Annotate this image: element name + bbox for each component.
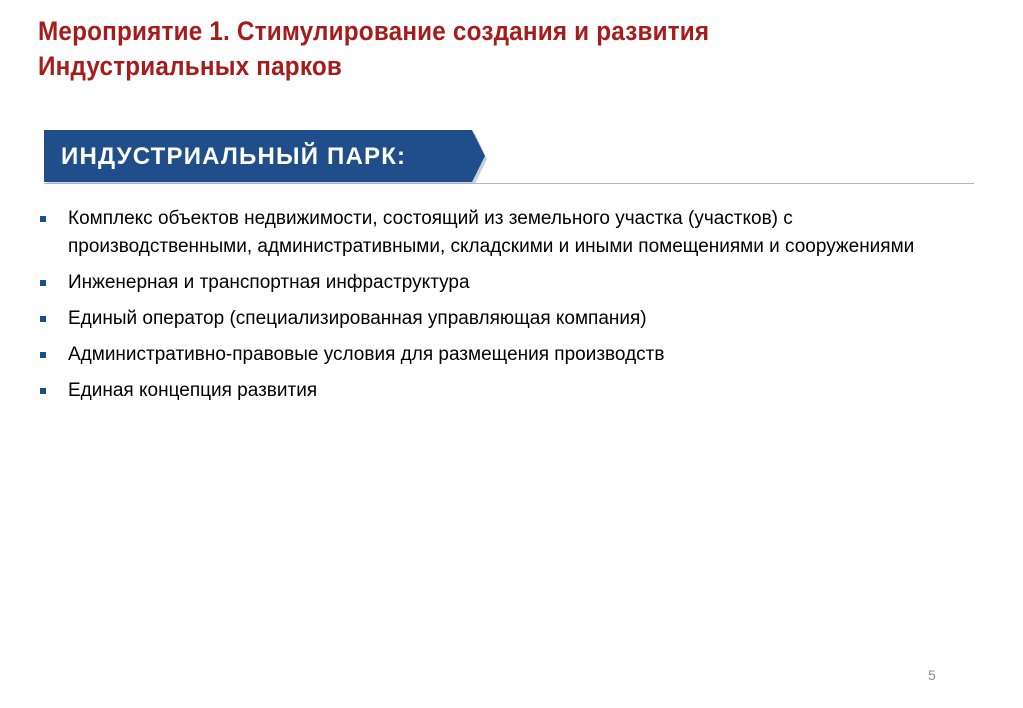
- slide-title: Мероприятие 1. Стимулирование создания и развития Индустриальных парков: [38, 16, 710, 81]
- list-item-text: Комплекс объектов недвижимости, состоящий из земельного участка (участков) с производственными, административными, складскими и иными помещениями и сооружениями: [68, 208, 915, 257]
- page-number: 5: [928, 667, 936, 683]
- list-item: [38, 341, 968, 369]
- list-item-text: Инженерная и транспортная инфраструктура: [68, 272, 470, 293]
- bullet-square-icon: [40, 316, 46, 322]
- divider-line: [44, 183, 974, 184]
- list-item-text: Единый оператор (специализированная управляющая компания): [68, 308, 647, 329]
- list-item-text: Административно-правовые условия для размещения производств: [68, 344, 665, 365]
- section-banner: [44, 130, 488, 184]
- section-label: ИНДУСТРИАЛЬНЫЙ ПАРК:: [61, 143, 407, 170]
- list-item-text: Единая концепция развития: [68, 380, 318, 401]
- list-item: [38, 305, 968, 333]
- bullet-square-icon: [40, 280, 46, 286]
- list-item: [38, 377, 968, 405]
- list-item: [38, 205, 968, 261]
- bullet-square-icon: [40, 352, 46, 358]
- bullet-square-icon: [40, 216, 46, 222]
- list-item: [38, 269, 968, 297]
- bullet-square-icon: [40, 388, 46, 394]
- bullet-list: [38, 205, 968, 413]
